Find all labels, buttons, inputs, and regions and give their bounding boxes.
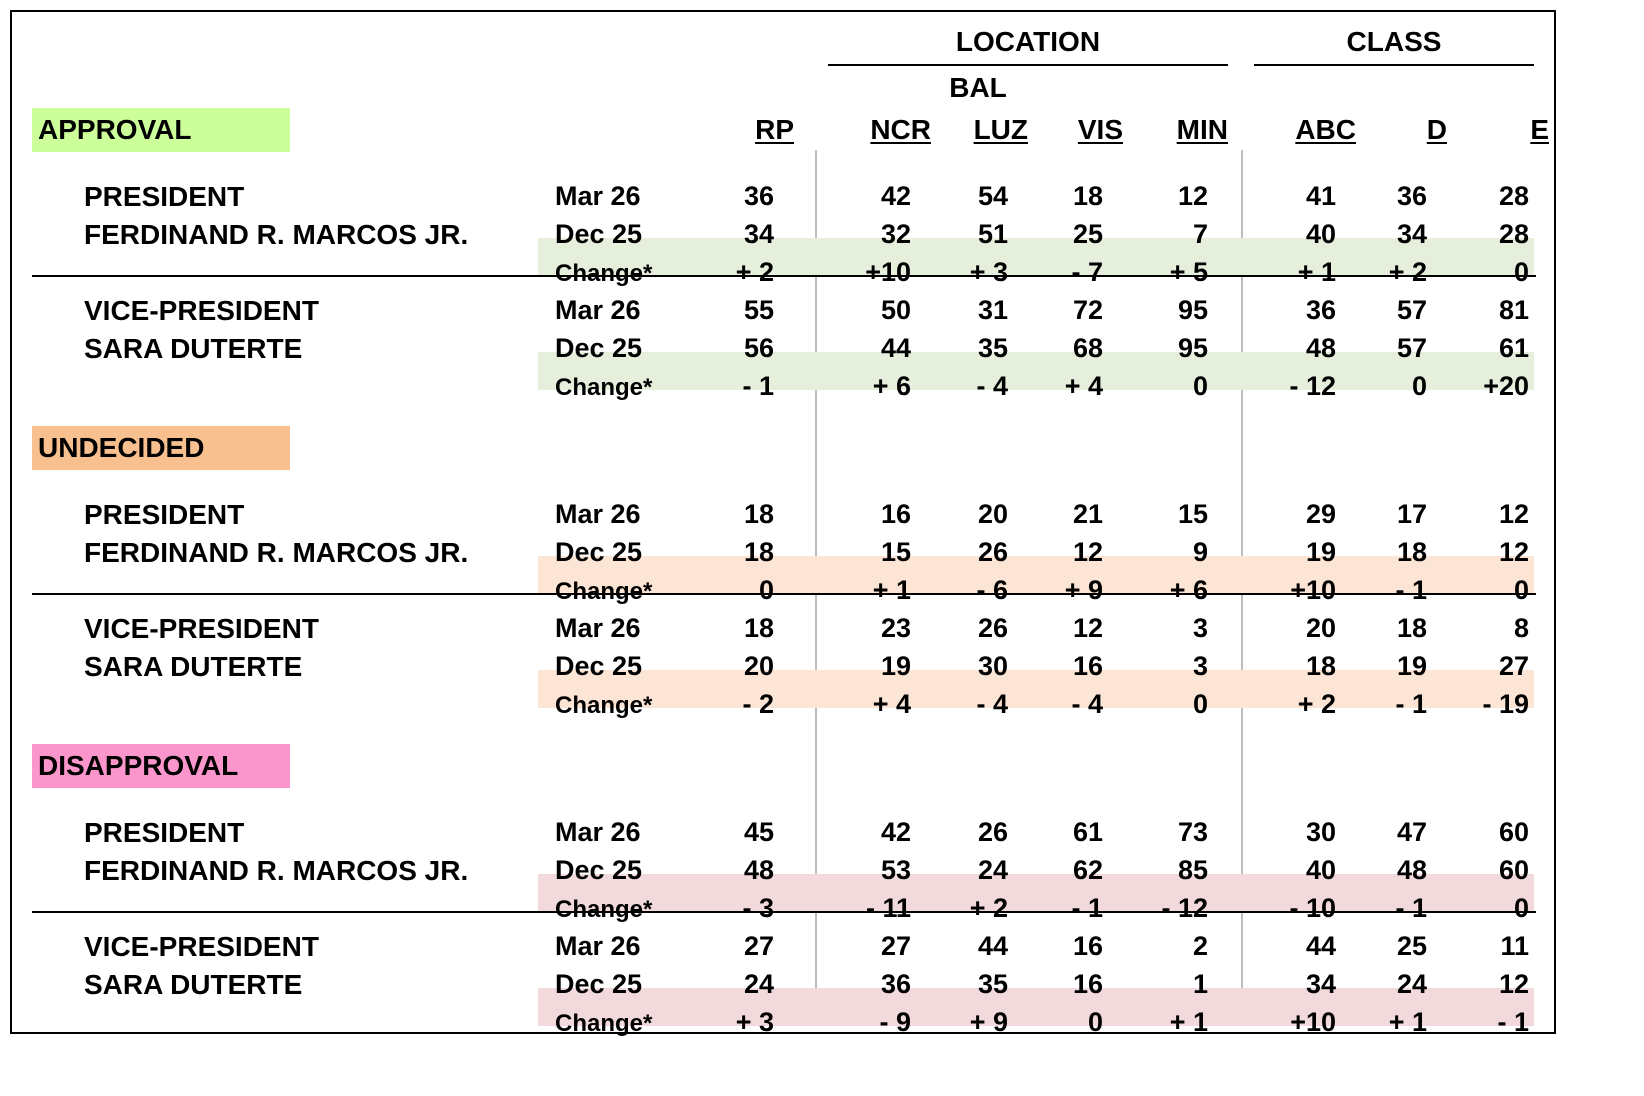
column-header-luz: LUZ — [973, 114, 1028, 145]
cell-luz: 26 — [977, 613, 1008, 643]
column-header-d: D — [1426, 114, 1447, 145]
column-header-ncr: NCR — [870, 114, 931, 145]
cell-e: 12 — [1498, 499, 1529, 529]
cell-luz: - 4 — [976, 689, 1008, 719]
cell-abc: 19 — [1305, 537, 1336, 567]
location-group-title: LOCATION — [955, 26, 1101, 57]
cell-rp: 36 — [743, 181, 774, 211]
cell-rp: 27 — [743, 931, 774, 961]
cell-min: 9 — [1192, 537, 1208, 567]
disapproval-section-label: DISAPPROVAL — [32, 744, 290, 788]
cell-vis: 16 — [1072, 651, 1103, 681]
cell-e: 61 — [1498, 333, 1529, 363]
cell-min: 1 — [1192, 969, 1208, 999]
cell-e: +20 — [1483, 371, 1529, 401]
cell-ncr: + 4 — [872, 689, 911, 719]
cell-min: 3 — [1192, 651, 1208, 681]
cell-d: 24 — [1396, 969, 1427, 999]
cell-d: - 1 — [1395, 689, 1427, 719]
change-label: Change* — [555, 578, 653, 605]
cell-d: 18 — [1396, 613, 1427, 643]
cell-e: 8 — [1513, 613, 1529, 643]
official-title: PRESIDENT — [84, 181, 245, 212]
cell-rp: 0 — [758, 575, 774, 605]
approval-section-label: APPROVAL — [32, 108, 290, 152]
cell-ncr: 36 — [880, 969, 911, 999]
cell-abc: 18 — [1305, 651, 1336, 681]
official-name: FERDINAND R. MARCOS JR. — [84, 219, 469, 250]
cell-luz: - 4 — [976, 371, 1008, 401]
cell-vis: 21 — [1072, 499, 1103, 529]
cell-e: 60 — [1498, 817, 1529, 847]
cell-ncr: 15 — [880, 537, 911, 567]
class-group-line — [1254, 64, 1534, 66]
cell-luz: 35 — [977, 969, 1008, 999]
cell-vis: 0 — [1087, 1007, 1103, 1037]
period-label: Dec 25 — [555, 969, 643, 999]
change-label: Change* — [555, 896, 653, 923]
cell-min: 0 — [1192, 689, 1208, 719]
cell-min: 95 — [1177, 295, 1208, 325]
cell-min: 12 — [1177, 181, 1208, 211]
cell-d: 47 — [1396, 817, 1427, 847]
cell-abc: 34 — [1305, 969, 1336, 999]
cell-min: 7 — [1192, 219, 1208, 249]
cell-rp: 24 — [743, 969, 774, 999]
cell-d: 0 — [1411, 371, 1427, 401]
class-group-title: CLASS — [1346, 26, 1442, 57]
cell-abc: 29 — [1305, 499, 1336, 529]
period-label: Dec 25 — [555, 219, 643, 249]
cell-vis: 68 — [1072, 333, 1103, 363]
column-header-abc: ABC — [1295, 114, 1356, 145]
cell-abc: - 10 — [1289, 893, 1336, 923]
bal-label: BAL — [949, 72, 1007, 103]
cell-d: 34 — [1396, 219, 1427, 249]
cell-luz: 31 — [977, 295, 1008, 325]
cell-rp: - 3 — [742, 893, 774, 923]
cell-e: 28 — [1498, 181, 1529, 211]
cell-rp: 18 — [743, 613, 774, 643]
cell-abc: 44 — [1305, 931, 1336, 961]
cell-ncr: 19 — [880, 651, 911, 681]
period-label: Mar 26 — [555, 931, 641, 961]
cell-vis: 25 — [1072, 219, 1103, 249]
cell-abc: + 1 — [1297, 257, 1336, 287]
period-label: Dec 25 — [555, 537, 643, 567]
change-label: Change* — [555, 692, 653, 719]
cell-ncr: - 9 — [879, 1007, 911, 1037]
period-label: Mar 26 — [555, 499, 641, 529]
cell-abc: 41 — [1305, 181, 1336, 211]
cell-luz: + 9 — [969, 1007, 1008, 1037]
cell-luz: 24 — [977, 855, 1008, 885]
cell-e: 81 — [1498, 295, 1529, 325]
cell-min: - 12 — [1161, 893, 1208, 923]
cell-rp: 48 — [743, 855, 774, 885]
change-label: Change* — [555, 260, 653, 287]
cell-min: 0 — [1192, 371, 1208, 401]
cell-min: 85 — [1177, 855, 1208, 885]
cell-e: 27 — [1498, 651, 1529, 681]
cell-rp: 18 — [743, 537, 774, 567]
cell-d: 25 — [1396, 931, 1427, 961]
cell-d: 17 — [1396, 499, 1427, 529]
disapproval-official-separator — [32, 911, 1536, 913]
cell-luz: 20 — [977, 499, 1008, 529]
cell-vis: + 9 — [1064, 575, 1103, 605]
cell-min: 3 — [1192, 613, 1208, 643]
cell-abc: + 2 — [1297, 689, 1336, 719]
approval-official-separator — [32, 275, 1536, 277]
column-header-rp: RP — [755, 114, 794, 145]
cell-rp: 34 — [743, 219, 774, 249]
cell-luz: - 6 — [976, 575, 1008, 605]
cell-rp: + 3 — [735, 1007, 774, 1037]
cell-luz: 51 — [977, 219, 1008, 249]
cell-d: + 2 — [1388, 257, 1427, 287]
cell-d: 48 — [1396, 855, 1427, 885]
cell-d: 57 — [1396, 333, 1427, 363]
official-name: FERDINAND R. MARCOS JR. — [84, 855, 469, 886]
cell-d: 57 — [1396, 295, 1427, 325]
cell-rp: - 2 — [742, 689, 774, 719]
cell-ncr: + 6 — [872, 371, 911, 401]
cell-e: 12 — [1498, 969, 1529, 999]
cell-abc: +10 — [1290, 575, 1336, 605]
column-header-min: MIN — [1176, 114, 1228, 145]
cell-luz: + 2 — [969, 893, 1008, 923]
cell-e: - 19 — [1482, 689, 1529, 719]
cell-ncr: 16 — [880, 499, 911, 529]
cell-abc: 40 — [1305, 855, 1336, 885]
period-label: Mar 26 — [555, 181, 641, 211]
cell-ncr: - 11 — [865, 893, 911, 923]
cell-e: - 1 — [1497, 1007, 1529, 1037]
cell-rp: 55 — [743, 295, 774, 325]
cell-min: 95 — [1177, 333, 1208, 363]
cell-ncr: 42 — [880, 181, 911, 211]
cell-d: 36 — [1396, 181, 1427, 211]
period-label: Mar 26 — [555, 295, 641, 325]
cell-rp: - 1 — [742, 371, 774, 401]
cell-ncr: 50 — [880, 295, 911, 325]
period-label: Mar 26 — [555, 613, 641, 643]
period-label: Dec 25 — [555, 855, 643, 885]
cell-d: + 1 — [1388, 1007, 1427, 1037]
cell-ncr: + 1 — [872, 575, 911, 605]
cell-vis: 16 — [1072, 931, 1103, 961]
official-name: SARA DUTERTE — [84, 333, 303, 364]
undecided-official-separator — [32, 593, 1536, 595]
official-name: SARA DUTERTE — [84, 969, 303, 1000]
cell-vis: - 7 — [1071, 257, 1103, 287]
official-title: PRESIDENT — [84, 817, 245, 848]
cell-e: 0 — [1513, 257, 1529, 287]
official-title: VICE-PRESIDENT — [84, 613, 319, 644]
cell-e: 28 — [1498, 219, 1529, 249]
cell-vis: 16 — [1072, 969, 1103, 999]
cell-rp: 20 — [743, 651, 774, 681]
cell-vis: 62 — [1072, 855, 1103, 885]
cell-abc: +10 — [1290, 1007, 1336, 1037]
period-label: Dec 25 — [555, 333, 643, 363]
cell-e: 0 — [1513, 893, 1529, 923]
cell-rp: 45 — [743, 817, 774, 847]
cell-abc: 20 — [1305, 613, 1336, 643]
cell-ncr: 44 — [880, 333, 911, 363]
cell-min: + 6 — [1169, 575, 1208, 605]
cell-vis: 72 — [1072, 295, 1103, 325]
cell-vis: 12 — [1072, 613, 1103, 643]
period-label: Dec 25 — [555, 651, 643, 681]
cell-e: 11 — [1500, 931, 1529, 961]
cell-min: + 1 — [1169, 1007, 1208, 1037]
official-title: PRESIDENT — [84, 499, 245, 530]
cell-ncr: 42 — [880, 817, 911, 847]
cell-luz: 26 — [977, 537, 1008, 567]
cell-vis: - 1 — [1071, 893, 1103, 923]
cell-d: 19 — [1396, 651, 1427, 681]
cell-d: 18 — [1396, 537, 1427, 567]
cell-ncr: 32 — [880, 219, 911, 249]
cell-min: 2 — [1192, 931, 1208, 961]
cell-ncr: 27 — [880, 931, 911, 961]
cell-min: 15 — [1177, 499, 1208, 529]
cell-rp: 18 — [743, 499, 774, 529]
period-label: Mar 26 — [555, 817, 641, 847]
cell-e: 0 — [1513, 575, 1529, 605]
cell-luz: 26 — [977, 817, 1008, 847]
cell-luz: + 3 — [969, 257, 1008, 287]
cell-luz: 44 — [977, 931, 1008, 961]
location-group-line — [828, 64, 1228, 66]
cell-abc: 48 — [1305, 333, 1336, 363]
change-label: Change* — [555, 1010, 653, 1037]
official-name: FERDINAND R. MARCOS JR. — [84, 537, 469, 568]
column-header-vis: VIS — [1077, 114, 1123, 145]
cell-luz: 35 — [977, 333, 1008, 363]
cell-abc: 40 — [1305, 219, 1336, 249]
cell-min: 73 — [1177, 817, 1208, 847]
cell-vis: - 4 — [1071, 689, 1103, 719]
cell-abc: 30 — [1305, 817, 1336, 847]
cell-ncr: 53 — [880, 855, 911, 885]
cell-d: - 1 — [1395, 575, 1427, 605]
cell-d: - 1 — [1395, 893, 1427, 923]
cell-vis: 12 — [1072, 537, 1103, 567]
official-title: VICE-PRESIDENT — [84, 931, 319, 962]
cell-vis: 18 — [1072, 181, 1103, 211]
undecided-section-label: UNDECIDED — [32, 426, 290, 470]
cell-vis: 61 — [1072, 817, 1103, 847]
official-title: VICE-PRESIDENT — [84, 295, 319, 326]
cell-luz: 54 — [977, 181, 1008, 211]
cell-abc: - 12 — [1289, 371, 1336, 401]
cell-luz: 30 — [977, 651, 1008, 681]
column-header-e: E — [1530, 114, 1549, 145]
cell-e: 60 — [1498, 855, 1529, 885]
cell-rp: 56 — [743, 333, 774, 363]
cell-abc: 36 — [1305, 295, 1336, 325]
cell-ncr: +10 — [865, 257, 911, 287]
cell-ncr: 23 — [880, 613, 911, 643]
cell-rp: + 2 — [735, 257, 774, 287]
cell-min: + 5 — [1169, 257, 1208, 287]
cell-vis: + 4 — [1064, 371, 1103, 401]
cell-e: 12 — [1498, 537, 1529, 567]
change-label: Change* — [555, 374, 653, 401]
official-name: SARA DUTERTE — [84, 651, 303, 682]
